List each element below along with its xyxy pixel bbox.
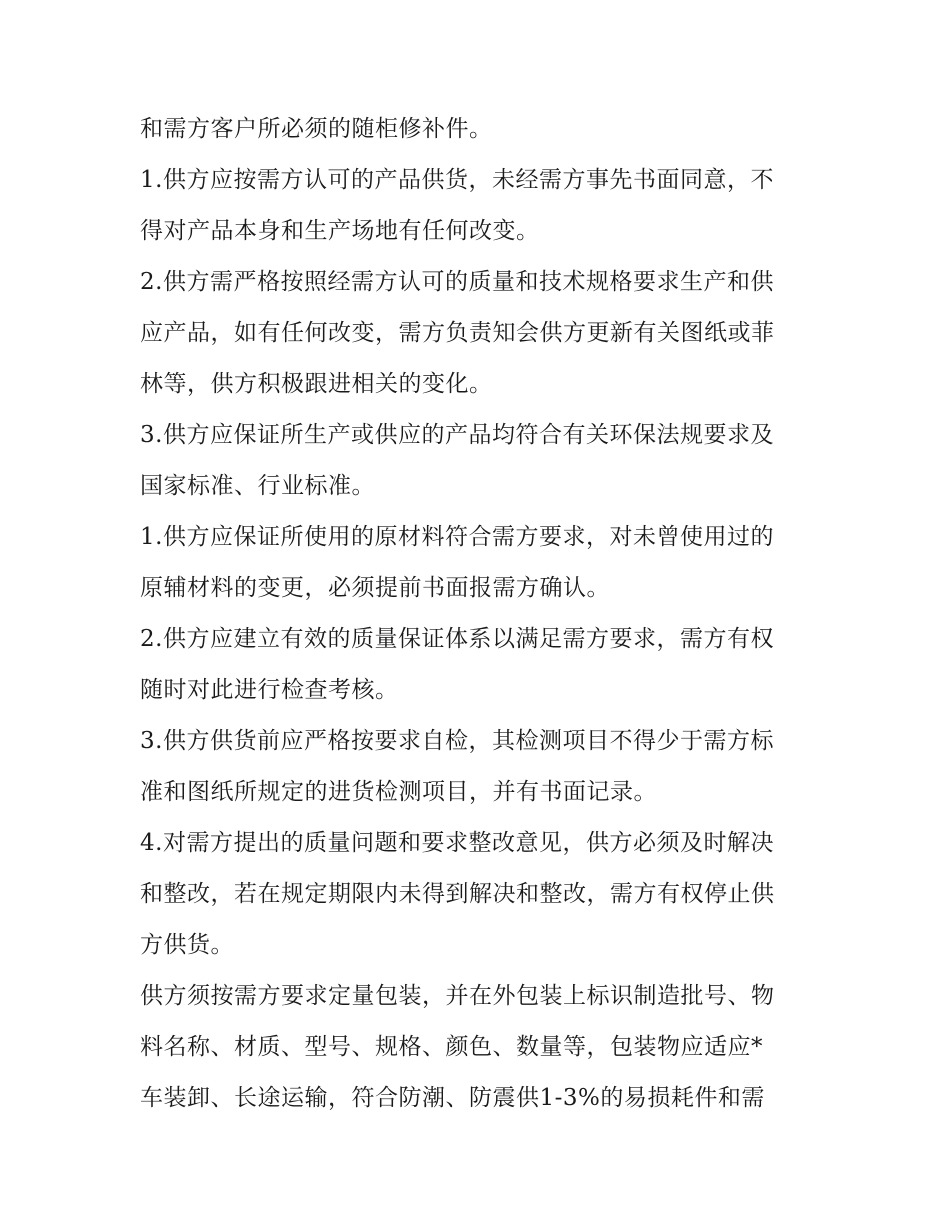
text-line: 得对产品本身和生产场地有任何改变。 (140, 218, 540, 244)
text-line: 应产品，如有任何改变，需方负责知会供方更新有关图纸或菲 (140, 320, 775, 346)
text-line: 随时对此进行检查考核。 (140, 677, 399, 703)
document-body (140, 104, 820, 1124)
text-line: 3.供方应保证所生产或供应的产品均符合有关环保法规要求及 (140, 422, 774, 448)
text-line: 原辅材料的变更，必须提前书面报需方确认。 (140, 575, 610, 601)
text-line: 2.供方需严格按照经需方认可的质量和技术规格要求生产和供 (140, 269, 774, 295)
text-line: 4.对需方提出的质量问题和要求整改意见，供方必须及时解决 (140, 830, 774, 856)
text-line: 供方须按需方要求定量包装，并在外包装上标识制造批号、物 (140, 983, 775, 1009)
text-line: 3.供方供货前应严格按要求自检，其检测项目不得少于需方标 (140, 728, 774, 754)
text-line: 1.供方应按需方认可的产品供货，未经需方事先书面同意，不 (140, 167, 774, 193)
text-line: 林等，供方积极跟进相关的变化。 (140, 371, 493, 397)
text-line: 和整改，若在规定期限内未得到解决和整改，需方有权停止供 (140, 881, 775, 907)
text-line: 料名称、材质、型号、规格、颜色、数量等，包装物应适应* (140, 1034, 763, 1060)
text-line: 国家标准、行业标准。 (140, 473, 375, 499)
text-line: 准和图纸所规定的进货检测项目，并有书面记录。 (140, 779, 657, 805)
text-line: 和需方客户所必须的随柜修补件。 (140, 116, 493, 142)
text-line: 车装卸、长途运输，符合防潮、防震供1-3%的易损耗件和需 (140, 1085, 765, 1111)
text-line: 方供货。 (140, 932, 234, 958)
text-line: 1.供方应保证所使用的原材料符合需方要求，对未曾使用过的 (140, 524, 774, 550)
text-line: 2.供方应建立有效的质量保证体系以满足需方要求，需方有权 (140, 626, 774, 652)
